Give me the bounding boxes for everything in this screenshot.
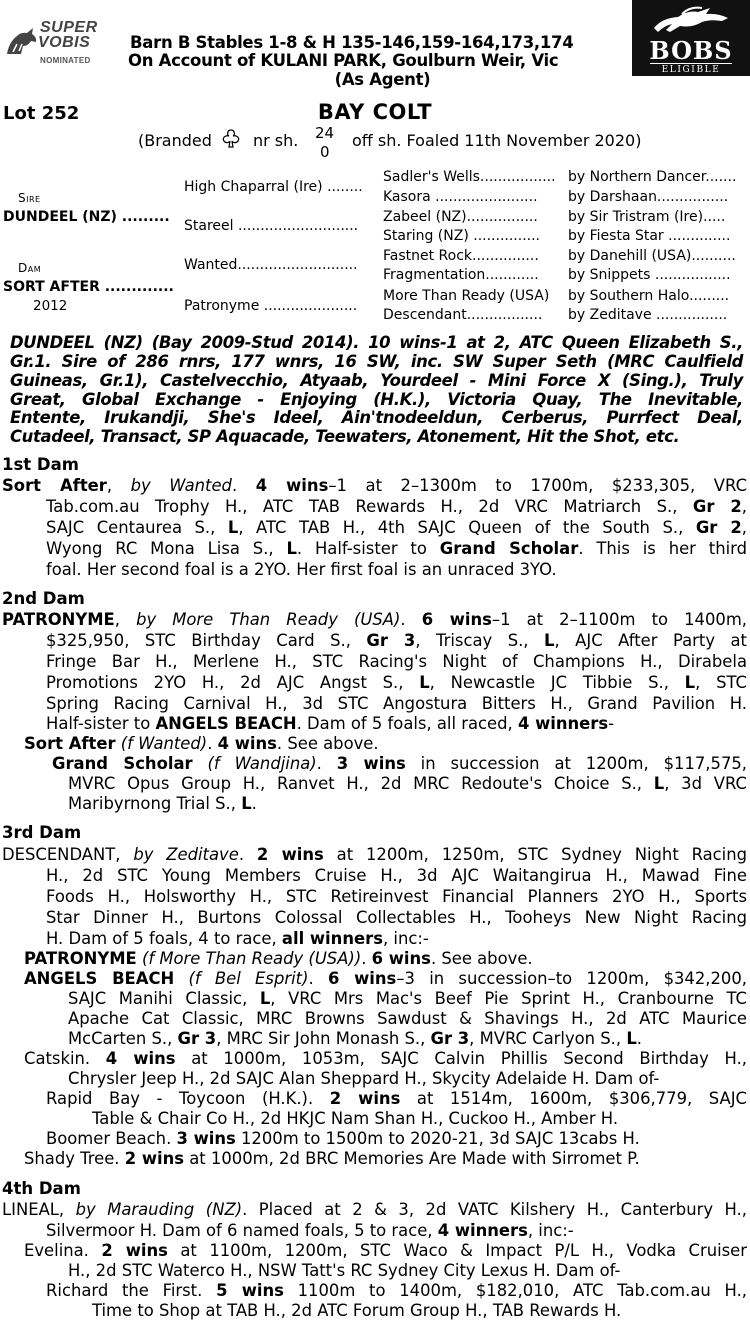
account-line: On Account of KULANI PARK, Goulburn Weir, Vic — [128, 51, 559, 70]
third-dam-progeny: Table & Chair Co H., 2d HKJC Nam Shan H., Cuckoo H., Amber H. — [92, 1109, 619, 1128]
text-run: Maribyrnong Trial S., — [68, 794, 242, 813]
bold-text: L — [626, 1029, 637, 1048]
fourth-dam-heading: 4th Dam — [2, 1179, 81, 1198]
logo-super-text: SUPER — [40, 19, 98, 36]
second-dam-line — [46, 714, 614, 733]
second-dam-line: Spring Racing Carnival H., 3d STC Angostura Bitters H., Grand Pavilion H. — [46, 694, 747, 713]
racehorse-icon — [632, 2, 750, 38]
second-dam-heading: 2nd Dam — [2, 589, 85, 608]
third-dam-line — [2, 845, 747, 864]
text-run: (f More Than Ready (USA)) — [141, 949, 362, 968]
sire-summary-line: Entente, Irukandji, She's Ideel, Ain'tnodeeldun, Cerberus, Purrfect Deal, — [10, 408, 743, 427]
text-run: MVRC Opus Group H., Ranvet H., 2d MRC Redoute's Choice S., — [68, 774, 654, 793]
third-dam-progeny: Apache Cat Classic, MRC Browns Sawdust & Shavings H., 2d ATC Maurice — [68, 1009, 747, 1028]
bold-text: L — [544, 631, 555, 650]
bold-text: 4 winners — [437, 1221, 528, 1240]
third-dam-line: H., 2d STC Young Members Cruise H., 3d AJC Waitangirua H., Mawad Fine — [46, 866, 747, 885]
text-run: Shady Tree. — [24, 1149, 125, 1168]
third-dam-progeny — [46, 1089, 747, 1108]
text-run: Boomer Beach. — [46, 1129, 177, 1148]
text-run: , — [114, 610, 137, 629]
ggp-by: by Sir Tristram (Ire)..... — [568, 209, 726, 225]
grand-dam: Patronyme ..................... — [184, 298, 358, 314]
ggp-name: Sadler's Wells................. — [383, 169, 556, 185]
fourth-dam-line — [2, 1200, 747, 1219]
text-run: , MRC Sir John Monash S., — [216, 1029, 431, 1048]
text-run: , — [741, 518, 747, 537]
second-dam-line — [46, 631, 747, 650]
text-run: , — [106, 476, 131, 495]
horse-title: BAY COLT — [317, 100, 433, 124]
second-dam-progeny — [52, 754, 747, 773]
ggp-name: Fastnet Rock............... — [383, 248, 539, 264]
grandsire-dam-side: Wanted........................... — [184, 257, 358, 273]
text-run: at 1100m, 1200m, STC Waco & Impact P/L H., Vodka Cruiser — [167, 1241, 747, 1260]
text-run: by Marauding (NZ) — [75, 1200, 243, 1219]
text-run: . — [361, 949, 372, 968]
text-run: –1 at 2–1100m to 1400m, — [491, 610, 748, 629]
ggp-name: Staring (NZ) ............... — [383, 228, 541, 244]
ggp-name: Zabeel (NZ)................ — [383, 209, 538, 225]
bold-text: 5 wins — [216, 1281, 284, 1300]
grandsire: High Chaparral (Ire) ........ — [184, 179, 363, 195]
text-run: . — [238, 845, 257, 864]
text-run: H. Dam of 5 foals, 4 to race, — [46, 929, 282, 948]
ggp-name: Descendant................. — [383, 307, 543, 323]
third-dam-progeny — [24, 969, 747, 988]
second-dam-progeny — [68, 774, 747, 793]
text-run: (f Wanted) — [120, 734, 208, 753]
text-run: , Triscay S., — [415, 631, 545, 650]
brand-mark-icon — [218, 127, 244, 153]
sire-summary-line: DUNDEEL (NZ) (Bay 2009-Stud 2014). 10 wins-1 at 2, ATC Queen Elizabeth S., — [10, 333, 743, 352]
bobs-name: BOBS — [649, 36, 733, 65]
third-dam-line — [46, 929, 429, 948]
bold-text: ANGELS BEACH — [24, 969, 175, 988]
second-dam-line — [46, 673, 747, 692]
sire-summary-line: Guineas, Gr.1), Castelvecchio, Atyaab, Yourdeel - Mini Force X (Sing.), Truly — [10, 371, 743, 390]
third-dam-progeny: Chrysler Jeep H., 2d SAJC Alan Sheppard H., Skycity Adelaide H. Dam of- — [68, 1069, 660, 1088]
bold-text: L — [684, 673, 696, 692]
first-dam-heading: 1st Dam — [2, 455, 79, 474]
lot-number: Lot 252 — [3, 103, 80, 124]
ggp-by: by Southern Halo......... — [568, 288, 730, 304]
text-run: (f Bel Esprit) — [188, 969, 309, 988]
text-run: at 1000m, 2d BRC Memories Are Made with Sirromet P. — [184, 1149, 640, 1168]
text-run: Richard the First. — [46, 1281, 217, 1300]
text-run: –1 at 2–1300m to 1700m, $233,305, VRC — [328, 476, 748, 495]
ggp-name: Kasora ....................... — [383, 189, 538, 205]
third-dam-progeny — [46, 1129, 640, 1148]
sire-summary-line: Cutadeel, Transact, SP Aquacade, Teewaters, Atonement, Hit the Shot, etc. — [10, 427, 680, 446]
third-dam-progeny — [68, 989, 747, 1008]
horse-head-icon — [3, 24, 43, 64]
grand-dam-sire-side: Stareel ........................... — [184, 218, 359, 234]
text-run: by Zeditave — [133, 845, 239, 864]
branded-post: off sh. Foaled 11th November 2020) — [352, 131, 642, 150]
bold-text: Grand Scholar — [52, 754, 193, 773]
fourth-dam-progeny: H., 2d STC Waterco H., NSW Tatt's RC Sydney City Lexus H. Dam of- — [68, 1261, 621, 1280]
text-run: Half-sister to — [46, 714, 156, 733]
bold-text: L — [259, 989, 271, 1008]
text-run: . Half-sister to — [296, 539, 440, 558]
ggp-by: by Danehill (USA).......... — [568, 248, 736, 264]
fourth-dam-progeny: Time to Shop at TAB H., 2d ATC Forum Group H., TAB Rewards H. — [92, 1301, 622, 1320]
text-run: , MVRC Carlyon S., — [469, 1029, 627, 1048]
bold-text: 6 wins — [371, 949, 431, 968]
bold-text: 4 wins — [105, 1049, 176, 1068]
text-run: . — [207, 734, 218, 753]
ggp-by: by Northern Dancer....... — [568, 169, 737, 185]
text-run: at 1200m, 1250m, STC Sydney Night Racing — [323, 845, 748, 864]
bold-text: 4 wins — [217, 734, 277, 753]
stables-line: Barn B Stables 1-8 & H 135-146,159-164,173,174 — [130, 33, 574, 52]
text-run: , inc:- — [527, 1221, 574, 1240]
first-dam-line — [46, 518, 747, 537]
logo-vobis-text: VOBIS — [38, 34, 91, 51]
bold-text: all winners — [281, 929, 383, 948]
text-run: . See above. — [276, 734, 379, 753]
text-run: Catskin. — [24, 1049, 106, 1068]
ggp-name: Fragmentation............ — [383, 267, 539, 283]
third-dam-progeny — [68, 1029, 642, 1048]
sire-summary-line: Gr.1. Sire of 286 rnrs, 177 wnrs, 16 SW, inc. SW Super Seth (MRC Caulfield — [10, 352, 743, 371]
text-run: SAJC Manihi Classic, — [68, 989, 260, 1008]
branded-pre: (Branded — [138, 131, 212, 150]
bold-text: L — [419, 673, 430, 692]
text-run: Promotions 2YO H., 2d AJC Angst S., — [46, 673, 420, 692]
bold-text: 6 wins — [421, 610, 492, 629]
bold-text: Gr 2 — [692, 497, 742, 516]
bold-text: L — [241, 794, 252, 813]
text-run: - — [608, 714, 615, 733]
ggp-by: by Fiesta Star .............. — [568, 228, 731, 244]
bold-text: Gr 3 — [366, 631, 416, 650]
bold-text: 2 wins — [329, 1089, 401, 1108]
first-dam-line — [46, 497, 747, 516]
second-dam-line: Fringe Bar H., Merlene H., STC Racing's Night of Champions H., Dirabela — [46, 652, 747, 671]
first-dam-line: foal. Her second foal is a 2YO. Her first foal is an unraced 3YO. — [46, 560, 557, 579]
third-dam-progeny — [24, 1049, 747, 1068]
text-run: , Newcastle JC Tibbie S., — [429, 673, 685, 692]
text-run: Silvermoor H. Dam of 6 named foals, 5 to race, — [46, 1221, 438, 1240]
text-run: Tab.com.au Trophy H., ATC TAB Rewards H., 2d VRC Matriarch S., — [46, 497, 693, 516]
bold-text: Sort After — [2, 476, 107, 495]
third-dam-line: Star Dinner H., Burtons Colossal Collectables H., Tooheys New Night Racing — [46, 908, 747, 927]
agent-line: (As Agent) — [334, 70, 431, 89]
text-run: , AJC After Party at — [554, 631, 747, 650]
second-dam-line — [2, 610, 747, 629]
ggp-by: by Darshaan................ — [568, 189, 729, 205]
brand-top-number: 24 — [315, 124, 335, 142]
text-run: McCarten S., — [68, 1029, 178, 1048]
text-run: Wyong RC Mona Lisa S., — [46, 539, 287, 558]
bold-text: L — [227, 518, 239, 537]
fourth-dam-progeny — [24, 1241, 747, 1260]
second-dam-progeny — [24, 734, 379, 753]
first-dam-line — [2, 476, 747, 495]
bobs-eligible-text: ELIGIBLE — [650, 63, 732, 75]
dam-name: SORT AFTER ............. — [3, 279, 174, 295]
fourth-dam-progeny — [46, 1281, 747, 1300]
text-run: SAJC Centaurea S., — [46, 518, 228, 537]
text-run: –3 in succession–to 1200m, $342,200, — [396, 969, 747, 988]
text-run: LINEAL, — [2, 1200, 76, 1219]
bold-text: PATRONYME — [24, 949, 137, 968]
second-dam-progeny — [68, 794, 257, 813]
ggp-name: More Than Ready (USA) — [383, 288, 550, 304]
bold-text: L — [653, 774, 665, 793]
text-run: . — [231, 476, 256, 495]
ggp-by: by Zeditave ................ — [568, 307, 728, 323]
bold-text: 2 wins — [124, 1149, 185, 1168]
text-run: in succession at 1200m, $117,575, — [405, 754, 748, 773]
bold-text: 2 wins — [101, 1241, 168, 1260]
bold-text: L — [286, 539, 297, 558]
bold-text: PATRONYME — [2, 610, 115, 629]
text-run: , ATC TAB H., 4th SAJC Queen of the South S., — [238, 518, 696, 537]
bold-text: Gr 2 — [695, 518, 742, 537]
bold-text: 2 wins — [256, 845, 324, 864]
text-run — [193, 754, 208, 773]
ggp-by: by Snippets ................. — [568, 267, 731, 283]
bold-text: 3 wins — [176, 1129, 236, 1148]
third-dam-progeny — [24, 1149, 640, 1168]
brand-bottom-number: 0 — [320, 143, 330, 161]
text-run: DESCENDANT, — [2, 845, 134, 864]
bobs-eligible-logo — [632, 0, 750, 76]
text-run: . Placed at 2 & 3, 2d VATC Kilshery H., Canterbury H., — [242, 1200, 747, 1219]
text-run: Rapid Bay - Toycoon (H.K.). — [46, 1089, 330, 1108]
text-run: 1100m to 1400m, $182,010, ATC Tab.com.au H., — [283, 1281, 747, 1300]
text-run: , VRC Mrs Mac's Beef Pie Sprint H., Cranbourne TC — [270, 989, 747, 1008]
text-run: by More Than Ready (USA) — [136, 610, 401, 629]
sire-label: Sire — [18, 191, 41, 205]
text-run: . — [251, 794, 257, 813]
dam-label: Dam — [18, 261, 42, 275]
bold-text: Grand Scholar — [439, 539, 579, 558]
text-run — [174, 969, 188, 988]
text-run: , 3d VRC — [664, 774, 747, 793]
bold-text: Sort After — [24, 734, 116, 753]
text-run: , inc:- — [382, 929, 429, 948]
text-run: by Wanted — [130, 476, 232, 495]
text-run: . See above. — [430, 949, 533, 968]
branded-mid: nr sh. — [253, 131, 299, 150]
text-run: . — [636, 1029, 642, 1048]
fourth-dam-line — [46, 1221, 574, 1240]
bold-text: 6 wins — [327, 969, 397, 988]
bold-text: 4 wins — [255, 476, 329, 495]
third-dam-line: Foods H., Holsworthy H., STC Retireinvest Financial Planners 2YO H., Sports — [46, 887, 747, 906]
bold-text: Gr 3 — [430, 1029, 470, 1048]
text-run: . — [308, 969, 328, 988]
text-run: . — [316, 754, 337, 773]
text-run: . — [400, 610, 422, 629]
dam-year: 2012 — [33, 298, 68, 314]
bold-text: Gr 3 — [177, 1029, 217, 1048]
sire-name: DUNDEEL (NZ) ......... — [3, 209, 170, 225]
text-run: Evelina. — [24, 1241, 102, 1260]
text-run: $325,950, STC Birthday Card S., — [46, 631, 367, 650]
text-run: , — [741, 497, 747, 516]
bold-text: 3 wins — [336, 754, 406, 773]
text-run: . This is her third — [578, 539, 748, 558]
sire-summary-line: Great, Global Exchange - Enjoying (H.K.), Victoria Quay, The Inevitable, — [10, 390, 743, 409]
text-run: 1200m to 1500m to 2020-21, 3d SAJC 13cabs H. — [235, 1129, 640, 1148]
text-run: (f Wandjina) — [207, 754, 317, 773]
text-run: at 1514m, 1600m, $306,779, SAJC — [400, 1089, 747, 1108]
text-run: at 1000m, 1053m, SAJC Calvin Phillis Second Birthday H., — [175, 1049, 748, 1068]
third-dam-heading: 3rd Dam — [2, 823, 82, 842]
logo-nominated-text: NOMINATED — [40, 56, 91, 65]
text-run: , STC — [695, 673, 747, 692]
third-dam-progeny — [24, 949, 533, 968]
first-dam-line — [46, 539, 747, 558]
text-run: . Dam of 5 foals, all raced, — [296, 714, 518, 733]
bold-text: 4 winners — [517, 714, 609, 733]
bold-text: ANGELS BEACH — [155, 714, 297, 733]
